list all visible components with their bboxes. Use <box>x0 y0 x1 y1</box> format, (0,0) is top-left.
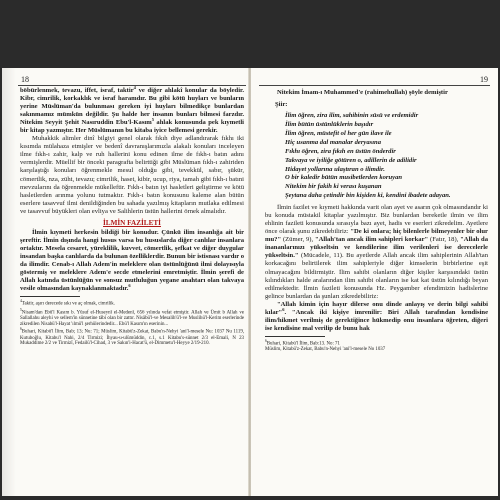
poem-line: Takvaya ve iyiliğe götüren o, adillerin de adilidir <box>285 156 417 164</box>
footnote: Müslim, Kitabü'z-Zekat, Babu'n-Nehyi 'ani'l-mesele No 1037 <box>265 347 386 353</box>
commentary-paragraph: Muhakkik alimler dinî bilgiyi genel olarak fıkıh diye adlandırarak fıkhı iki kısımda mülahaza etmişler ve bedenî davranışlarımızla alakalı konuları inceleyen ilme fıkh-ı zahir, kalp ve ruh hallerini konu edinen ilme de fıkh-ı batın adını vermişlerdir. Müellif bir önceki paragrafta belirttiği gibi Müslüman fıkh-ı zahiriden karşılaştığı konuları öğrenmekle mesul olduğu gibi, tevekkül, sabır, şükür, cömertlik, nza, züht, tevazu; cimrilik, haset, kibir, ucup, riya, tamah gibi fıkh-ı batıni mevzularını da öğrenmekle mükelleftir. Fıkh-ı batın iyi hasletleri geliştirme ve kötü hasletlerden arınma yolunu tutmaktır. Fıkh-ı batın konusunu kaleme alan bütün eserlere tasavvuf ilmi denildiğinden bu sahada yazılmış kitapların mutlaka edilmesi ve tasavvuf büyükleri olan evliya ve Salihlerin üstün hallerini örnek almalıdır. <box>20 135 244 215</box>
intro-line: Nitekim İmam-ı Muhammed'e (rahimehullah) şöyle demiştir <box>277 89 448 96</box>
poem-line: Fıkhı öğren, zira fıkıh en üstün önderdir <box>285 147 396 155</box>
footnote: $^6$Buhari, Kitabü'l İlim, Bab:13. No: 71 <box>265 338 340 347</box>
left-body-text: böbürlenmek, tevazu, iffet, israf, taktir$^4$ ve diğer ahlakî konular da böyledir. Kibr, cimrilik, korkaklık ve israf haramdır. Bu gibi kötü huyları ve bunların yerine Müslüman'da bulunması gereken iyi huyları bilmedikçe bunlardan sakınmamız mümkün değildir. Şu halde her insanın bunları bilmesi farzdır. Nitekim Seyyit Şehit Nasıruddin Ebu'l-Kasım$^5$ ahlak konusunda pek kıymetli bir kitap yazmıştır. Her Müslümanın bu kitaba iyice bellemesi gerekir. Muhakkik alimler dinî bilgiyi genel olarak fıkıh diye adlandırarak fıkhı iki kısımda mülahaza etmişler ve bedenî davranışlarımızla alakalı konuları inceleyen ilme fıkh-ı zahir, kalp ve ruh hallerini konu edinen ilme de fıkh-ı batın adını vermişlerdir. Müellif bir önceki paragrafta belirttiği gibi Müslüman fıkh-ı zahiriden karşılaştığı konuları öğrenmekle mesul olduğu gibi, tevekkül, sabır, şükür, cömertlik, nza, züht, tevazu; cimrilik, haset, kibir, ucup, riya, tamah gibi fıkh-ı batıni mevzularını da öğrenmekle mükelleftir. Fıkh-ı batın iyi hasletleri geliştirme ve kötü hasletlerden arınma yolunu tutmaktır. Fıkh-ı batın konusunu kaleme alan bütün eserlere tasavvuf ilmi denildiğinden bu sahada yazılmış kitapların mutlaka edilmesi ve tasavvuf büyükleri olan evliya ve Salihlerin üstün hallerini örnek almalıdır. İLMİN FAZİLETİ İlmin kıymeti herkesin bildiği bir konudur. Çünkü ilim insanlığa ait bir şereftir. İlmin dışında hangi husus varsa bu hususlarda diğer canlılar insanlara ortaktır. Mesela cesaret, yüreklilik, kuvvet, cömertlik, şefkat ve diğer duygular insandan başka canlılarda da bulunan özelliklerdir. Bunun bir istisnası vardır o da ilimdir. Cenab-ı Allah Adem'in meleklere olan üstünlüğünü ilmi dolayısıyla göstermiş ve meleklere Adem'e secde etmelerini emretmiştir. İlmin şerefi de Allah katında üstünlüğün ve sonsuz mutluluğun yegane anahtarı olan takvaya vesile olmasından kaynaklanmaktadır.$^6$ $^4$Taktir, aşırı derecede sıkı ve aç olmak, cimrilik. $^5$Nisam'dan Ebû'l Kasım b. Yûsuf el-Huseynî el-Medenî, 656 yılında vefat etmiştir. Allah ve Ümit b Allah ve Sallallahu aleyhi ve sellem'in sünnetine tâbi olan bir zattır. Nisâbü'l-ve Mesalih'ü'l-ve Muslihü'l-Kerim eserlerinde zikredilen Nisabü'l-Hayat 'ılmü'l şerhülerindedir... Ebü'l Kasım'ın eserinin... $^6$Buhari, Kitabü'l İlim, Bab; 13; Nu: 71; Müslim, Kitabü'z-Zekat, Babu'n-Nehyi 'ani'l-mesele Nu: 1037 Nu 1119, Kutuboğlu, Kitabu'l Nahi, 2/4 Tirmizi; İhyau-u-ulümüddin, c.1, s.1 Kitabu's-sünnet 2/3 el-Emali, N 23 Mukaddime 2/2 ve Tirmizî, Fedailü'l-Cihad, 3 ve Sakın'i-Hacat'ü, el-Dimmetu'l-Heyye 2/19-210. <box>20 84 244 347</box>
right-page <box>251 68 498 496</box>
footnote: $^6$Buhari, Kitabü'l İlim, Bab; 13; Nu: 71; Müslim, Kitabü'z-Zekat, Babu'n-Nehyi 'ani'l-mesele Nu: 1037 Nu 1119, Kutuboğlu, Kitabu'l Nahi, 2/4 Tirmizi; İhyau-u-ulümüddin, c.1, s.1 Kitabu's-sünnet 2/3 el-Emali, N 23 Mukaddime 2/2 ve Tirmizî, Fedailü'l-Cihad, 3 ve Sakın'i-Hacat'ü, el-Dimmetu'l-Heyye 2/19-210. <box>20 327 244 347</box>
poem-line: O bir kaledir bütün musibetlerden koruyan <box>285 174 403 182</box>
footnote-rule <box>20 296 80 297</box>
left-page <box>2 68 250 496</box>
header-rule <box>18 85 246 86</box>
footnote-rule <box>265 336 325 337</box>
header-rule <box>259 85 490 86</box>
right-body-text: Nitekim İmam-ı Muhammed'e (rahimehullah) şöyle demiştir Şiir: İlim öğren, zira ilim, sahibinin süsü ve erdemidir İlim bütün üstünlüklerin başıdır İlim öğren, müstefit ol her gün ilave ile Hiç usanma dal manalar deryasına Fıkhı öğren, zira fıkıh en üstün önderdir Takvaya ve iyiliğe götüren o, adillerin de adilidir Hidayet yollarına ulaştıran o ilimdir. O bir kaledir bütün musibetlerden koruyan Nitekim bir fakih ki verası kuşanan Şeytana daha çetindir bin kişiden ki, kendini ibadete adayan. İlmin fazilet ve kıymeti hakkında varit olan ayet ve asarın çok olmasındandır ki bu konuda müstakil kitaplar yazılmıştır. Biz bunlardan bereketle ilmin ve ilim ehlinin fazileti konusunda sırasıyla bazı ayet, hadis ve eserleri zikredelim. Ayetlere önce olarak şunu zikredebiliriz: "De ki onlara; hiç bilenlerle bilmeyenler bir olur mu?" (Zümer, 9), "Allah'tan ancak ilim sahipleri korkar" (Fatır, 18), "Allah da inananlarınızı yükseltsin ve kendilerine ilim verilenleri ise derecelerle yükseltsin." (Mücadele, 11). Bu ayetlerde Allah ancak ilim sahiplerinin Allah'tan korkacağını belirtilerek ilim sahipleriyle diğer kimselerin birbirlerine eşit olmayacağını bildirmiştir. İlim sahibi olanların diğer kişiler karşısındaki üstün kılındıkları halde aralarından ilim sahibi olanların ise kat kat üstün kılındığı beyan edilmektedir. İlmin fazileti konusunda Hz. Peygamber efendimizin hadislerine gelince bunlardan da şunları zikredebiliriz: "Allah kimin için hayır dilerse onu dinde anlayış ve derin bilgi sahibi kılar"$^6$. "Ancak iki kişiye imrenilir: Biri Allah tarafından kendisine ilim/hikmet verilmiş de gerektiğince hükmedip onu insanlara öğreten, diğeri ise kendisine mal verilip de bunu hak $^6$Buhari, Kitabü'l İlim, Bab:13. No: 71 Müslim, Kitabü'z-Zekat, Babu'n-Nehyi 'ani'l-mesele No 1037 <box>265 89 488 353</box>
poem-line: İlim öğren, müstefit ol her gün ilave ile <box>285 129 392 137</box>
body-paragraph: İlmin fazilet ve kıymeti hakkında varit olan ayet ve asarın çok olmasındandır ki bu konuda müstakil kitaplar yazılmıştır. Biz bunlardan bereketle ilmin ve ilim ehlinin fazileti konusunda sırasıyla bazı ayet, hadis ve eserleri zikredelim. Ayetlere önce olarak şunu zikredebiliriz: "De ki onlara; hiç bilenlerle bilmeyenler bir olur mu?" (Zümer, 9), "Allah'tan ancak ilim sahipleri korkar" (Fatır, 18), "Allah da inananlarınızı yükseltsin ve kendilerine ilim verilenleri ise derecelerle yükseltsin." (Mücadele, 11). Bu ayetlerde Allah ancak ilim sahiplerinin Allah'tan korkacağını belirtilerek ilim sahipleriyle diğer kimselerin birbirlerine eşit olmayacağını bildirmiştir. İlim sahibi olanların diğer kişiler karşısındaki üstün kılındıkları halde aralarından ilim sahibi olanların ise kat kat üstün kılındığı beyan edilmektedir. İlmin fazileti konusunda Hz. Peygamber efendimizin hadislerine gelince bunlardan da şunları zikredebiliriz: <box>265 204 488 300</box>
page-edge-shadow <box>2 68 16 496</box>
book-spread <box>2 68 498 496</box>
page-number: 19 <box>480 75 488 84</box>
poem-line: Hiç usanma dal manalar deryasına <box>285 138 381 146</box>
poem-label: Şiir: <box>275 101 288 109</box>
poem-line: Şeytana daha çetindir bin kişiden ki, kendini ibadete adayan. <box>285 192 451 200</box>
section-heading: İLMİN FAZİLETİ <box>103 218 161 227</box>
footnote: $^4$Taktir, aşırı derecede sıkı ve aç olmak, cimrilik. <box>20 299 115 307</box>
poem-line: İlim bütün üstünlüklerin başıdır <box>285 121 374 128</box>
poem-line: Hidayet yollarına ulaştıran o ilimdir. <box>285 165 385 173</box>
poem-line: İlim öğren, zira ilim, sahibinin süsü ve erdemidir <box>285 112 419 120</box>
poem <box>285 112 488 201</box>
page-number: 18 <box>21 75 29 84</box>
footnote: $^5$Nisam'dan Ebû'l Kasım b. Yûsuf el-Huseynî el-Medenî, 656 yılında vefat etmiştir. Allah ve Ümit b Allah ve Sallallahu aleyhi ve sellem'in sünnetine tâbi olan bir zattır. Nisâbü'l-ve Mesalih'ü'l-ve Muslihü'l-Kerim eserlerinde zikredilen Nisabü'l-Hayat 'ılmü'l şerhülerindedir... Ebü'l Kasım'ın eserinin... <box>20 307 244 327</box>
poem-line: Nitekim bir fakih ki verası kuşanan <box>285 183 382 191</box>
